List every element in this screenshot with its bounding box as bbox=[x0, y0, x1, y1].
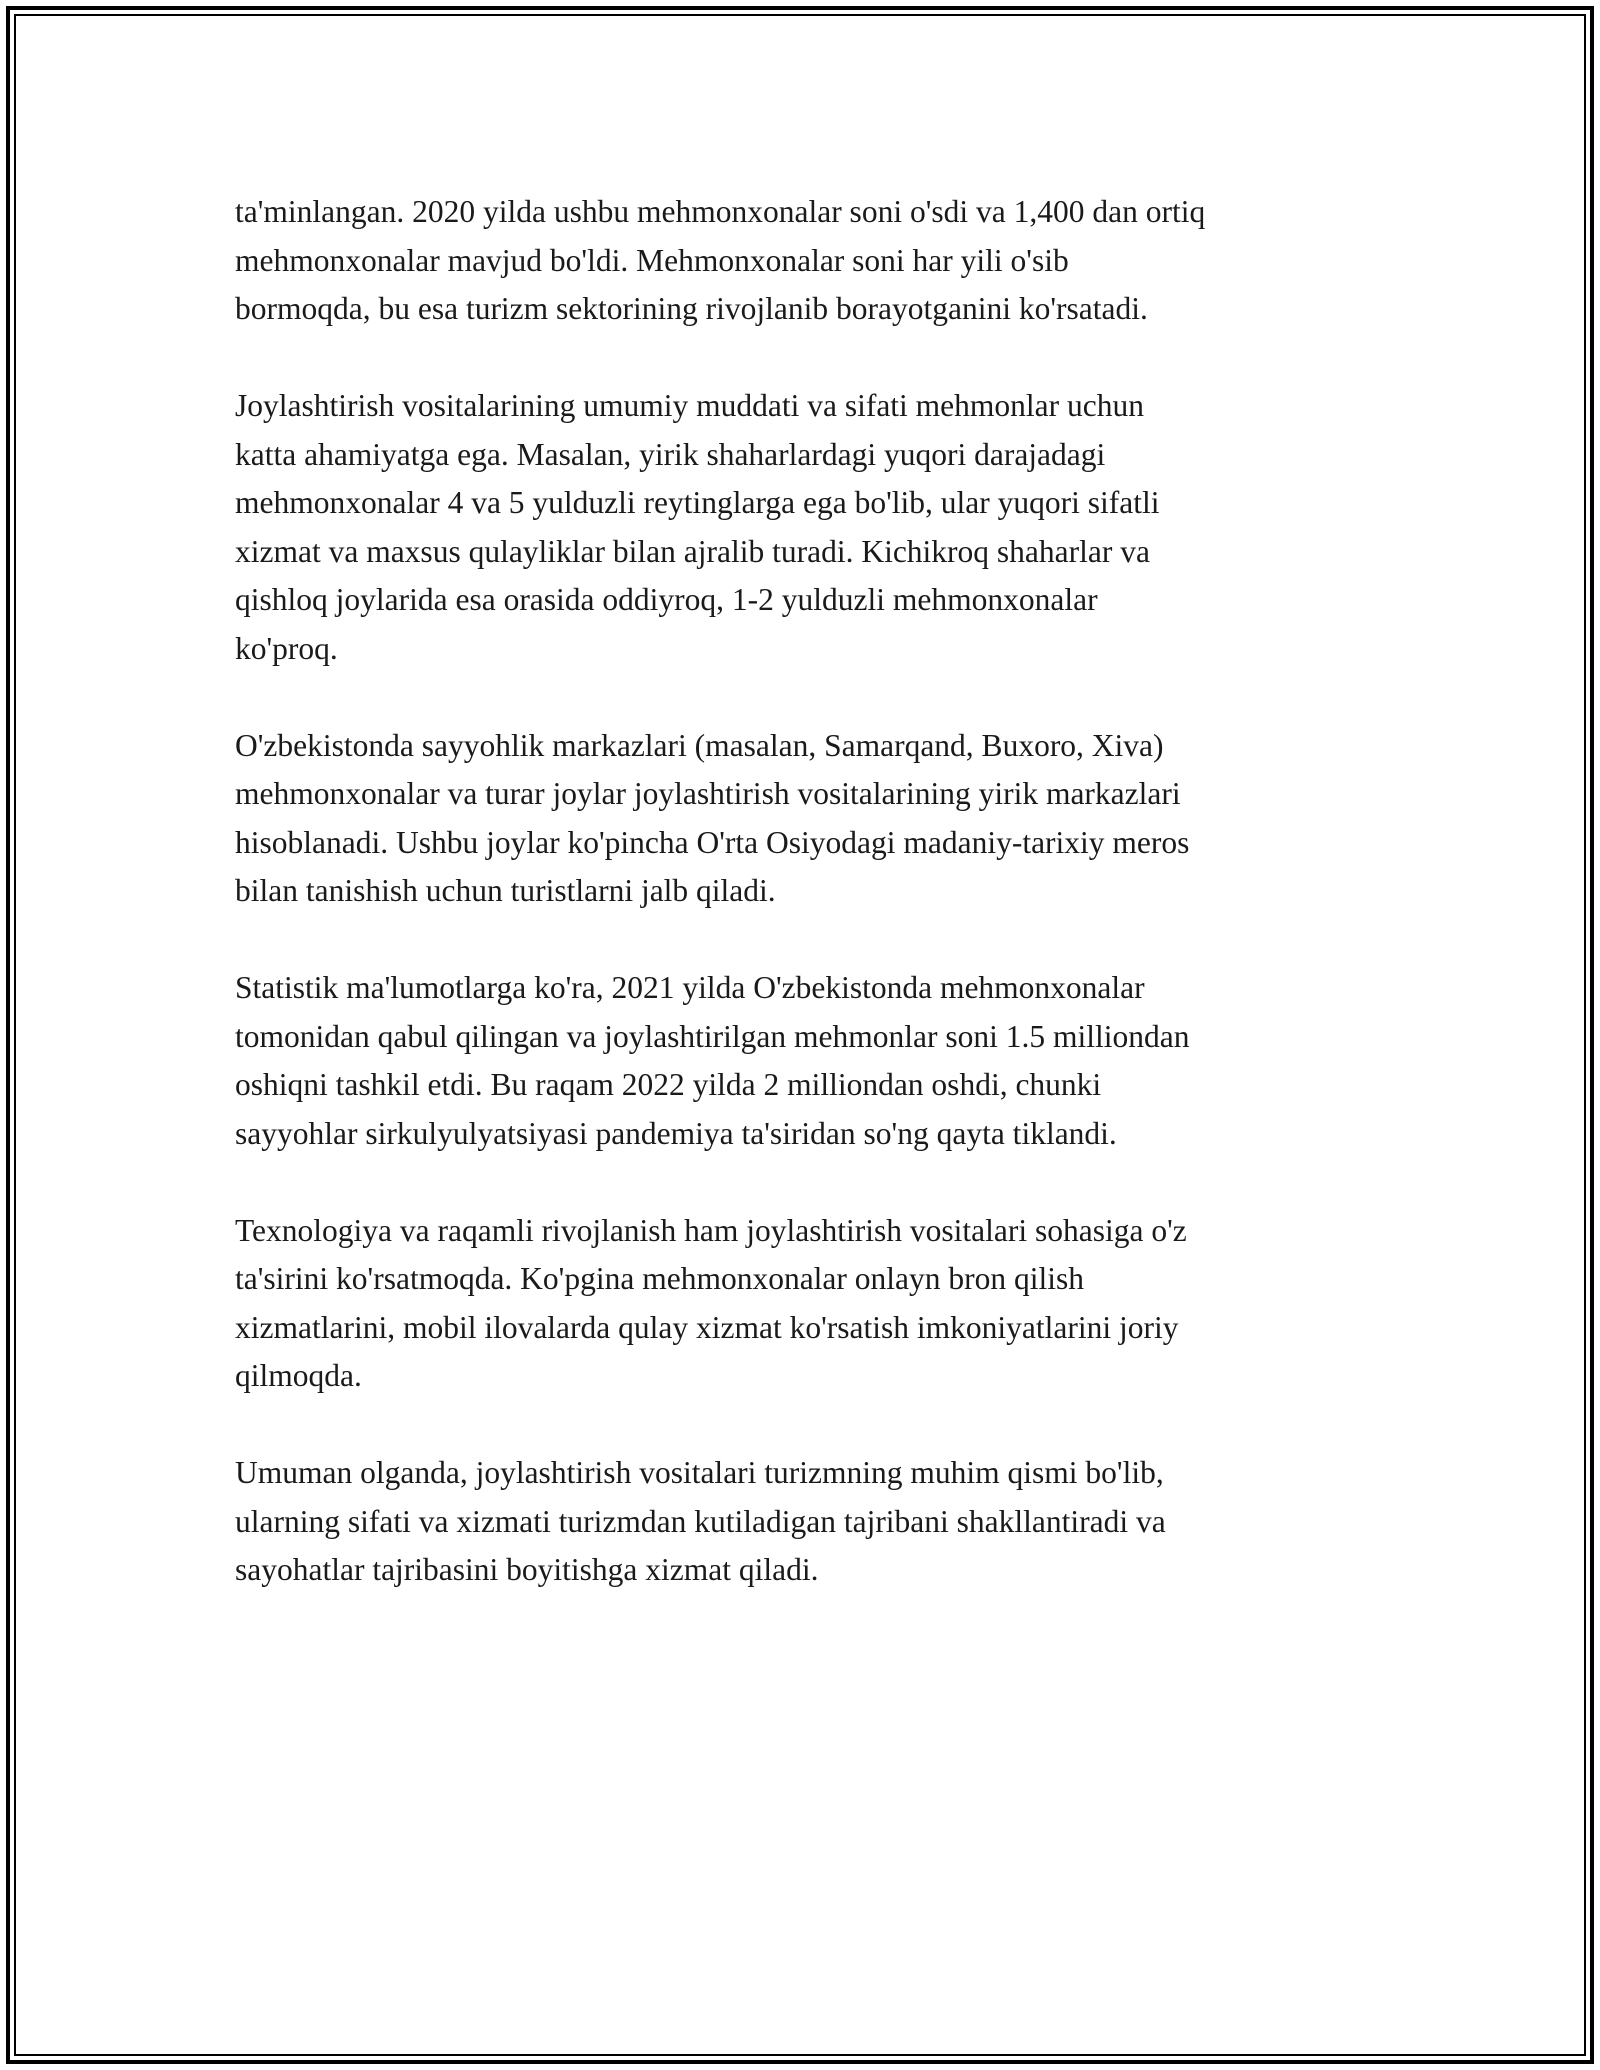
paragraph-5: Texnologiya va raqamli rivojlanish ham joylashtirish vositalari sohasiga o'z ta'sirini ko'rsatmoqda. Ko'pgina mehmonxonalar onlayn bron qilish xizmatlarini, mobil ilovalarda qulay xizmat ko'rsatish imkoniyatlarini joriy qilmoqda. bbox=[235, 1212, 1187, 1393]
paragraph-2: Joylashtirish vositalarining umumiy muddati va sifati mehmonlar uchun katta ahamiyatga ega. Masalan, yirik shaharlardagi yuqori darajadagi mehmonxonalar 4 va 5 yulduzli reytinglarga ega bo'lib, ular yuqori sifatli xizmat va maxsus qulayliklar bilan ajralib turadi. Kichikroq shaharlar va qishloq joylarida esa orasida oddiyroq, 1-2 yulduzli mehmonxonalar ko'proq. bbox=[235, 388, 1160, 666]
document-body bbox=[235, 188, 1375, 1643]
paragraph-1: ta'minlangan. 2020 yilda ushbu mehmonxonalar soni o'sdi va 1,400 dan ortiq mehmonxonalar mavjud bo'ldi. Mehmonxonalar soni har yili o'sib bormoqda, bu esa turizm sektorining rivojlanib borayotganini ko'rsatadi. bbox=[235, 194, 1206, 326]
paragraph-6: Umuman olganda, joylashtirish vositalari turizmning muhim qismi bo'lib, ularning sifati va xizmati turizmdan kutiladigan tajribani shakllantiradi va sayohatlar tajribasini boyitishga xizmat qiladi. bbox=[235, 1455, 1166, 1587]
paragraph-3: O'zbekistonda sayyohlik markazlari (masalan, Samarqand, Buxoro, Xiva) mehmonxonalar va turar joylar joylashtirish vositalarining yirik markazlari hisoblanadi. Ushbu joylar ko'pincha O'rta Osiyodagi madaniy-tarixiy meros bilan tanishish uchun turistlarni jalb qiladi. bbox=[235, 727, 1190, 908]
paragraph-4: Statistik ma'lumotlarga ko'ra, 2021 yilda O'zbekistonda mehmonxonalar tomonidan qabul qilingan va joylashtirilgan mehmonlar soni 1.5 milliondan oshiqni tashkil etdi. Bu raqam 2022 yilda 2 milliondan oshdi, chunki sayyohlar sirkulyulyatsiyasi pandemiya ta'siridan so'ng qayta tiklandi. bbox=[235, 970, 1190, 1151]
